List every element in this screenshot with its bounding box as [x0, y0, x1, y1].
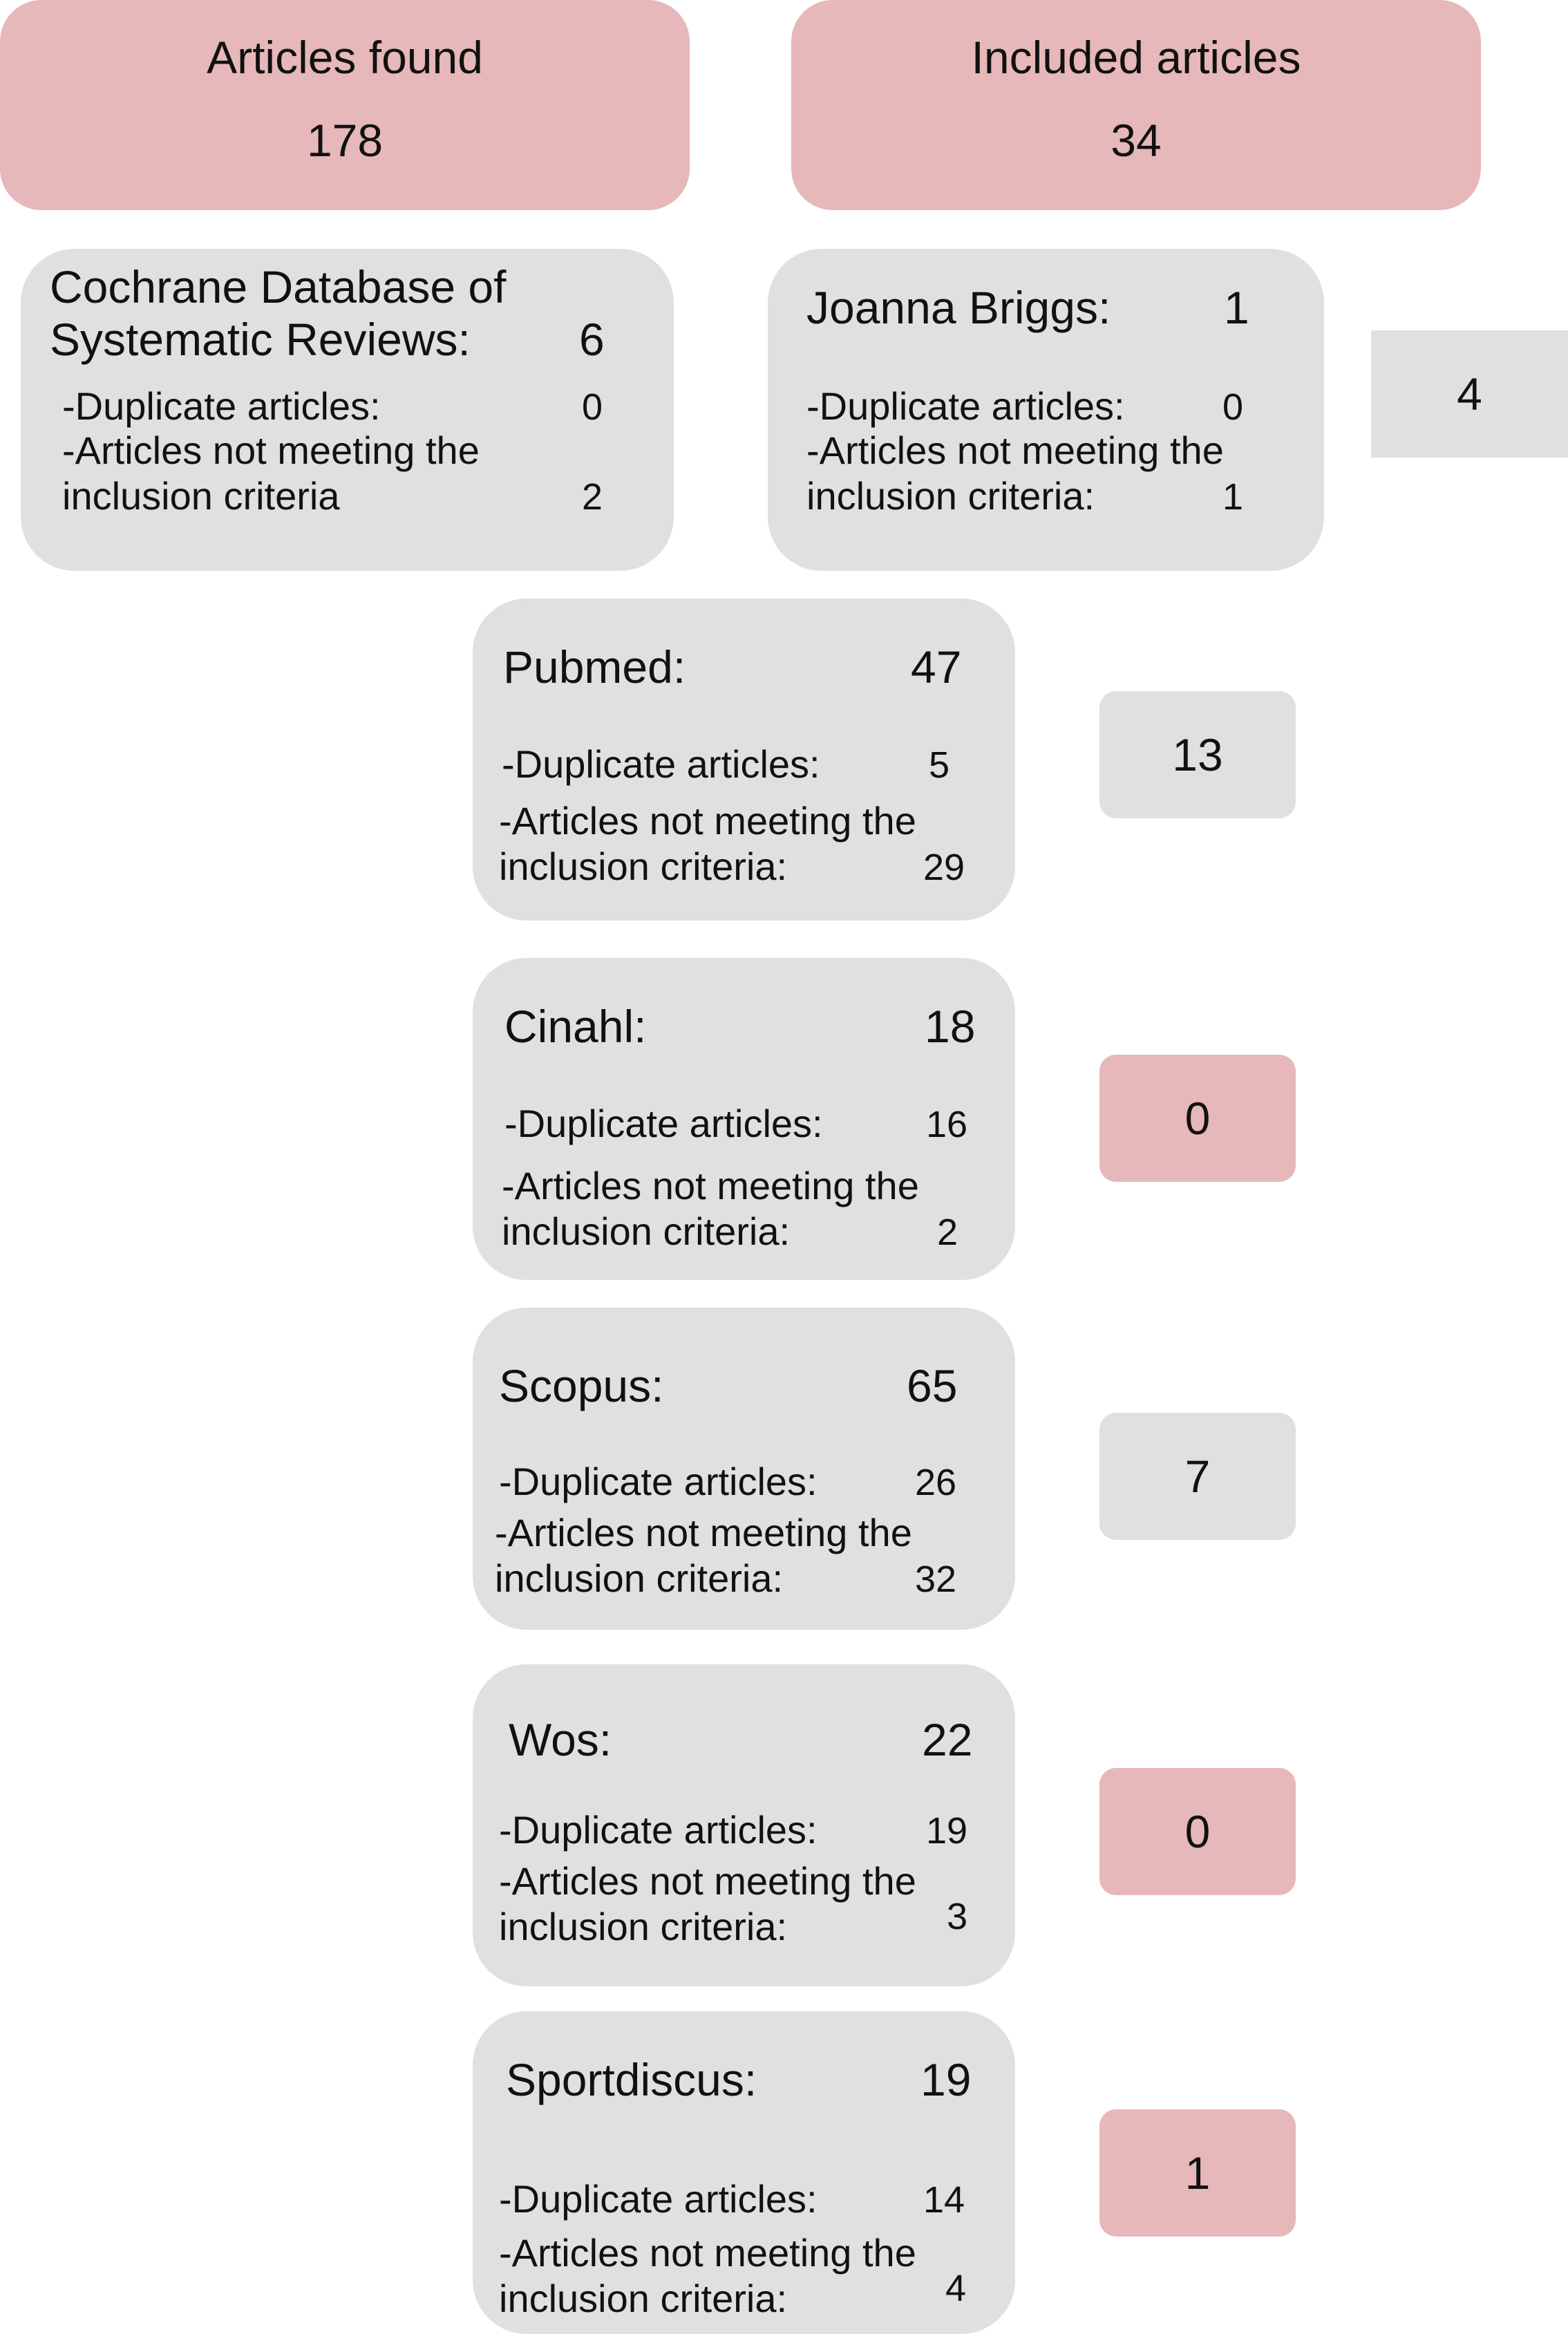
- duplicate-value: 14: [923, 2179, 965, 2221]
- duplicate-label: -Duplicate articles:: [806, 384, 1125, 428]
- exclusion-value: 3: [947, 1896, 968, 1937]
- source-total: 18: [925, 1001, 976, 1052]
- exclusion-label-line2: inclusion criteria:: [502, 1210, 791, 1253]
- source-name: Scopus:: [499, 1360, 664, 1411]
- source-box-pubmed: [473, 599, 1015, 921]
- exclusion-value: 2: [582, 476, 603, 518]
- included-result-value: 7: [1184, 1451, 1211, 1502]
- exclusion-value: 32: [915, 1559, 957, 1600]
- exclusion-label-line2: inclusion criteria:: [495, 1556, 784, 1600]
- duplicate-value: 26: [915, 1462, 957, 1503]
- duplicate-value: 0: [1222, 386, 1244, 428]
- exclusion-label-line1: -Articles not meeting the: [499, 1859, 916, 1903]
- exclusion-label-line1: -Articles not meeting the: [499, 799, 916, 843]
- duplicate-value: 16: [926, 1104, 968, 1145]
- included-articles-count: 34: [1111, 115, 1162, 166]
- included-result-value: 0: [1184, 1806, 1211, 1857]
- included-result-value: 1: [1184, 2147, 1211, 2199]
- included-result-value: 4: [1457, 368, 1482, 420]
- exclusion-value: 1: [1222, 476, 1244, 518]
- included-result-value: 0: [1184, 1093, 1211, 1144]
- source-total: 19: [920, 2054, 972, 2105]
- exclusion-label-line2: inclusion criteria:: [806, 474, 1095, 518]
- exclusion-label-line1: -Articles not meeting the: [495, 1511, 912, 1554]
- exclusion-label-line1: -Articles not meeting the: [62, 429, 480, 472]
- included-result-wos: [1099, 1768, 1296, 1895]
- exclusion-label-line2: inclusion criteria:: [499, 845, 788, 888]
- duplicate-label: -Duplicate articles:: [499, 2177, 818, 2221]
- duplicate-label: -Duplicate articles:: [502, 742, 820, 786]
- duplicate-value: 19: [926, 1810, 968, 1852]
- exclusion-label-line1: -Articles not meeting the: [806, 429, 1224, 472]
- source-box-cochrane: [21, 249, 674, 571]
- included-result-cochrane: [1371, 330, 1568, 458]
- duplicate-label: -Duplicate articles:: [499, 1808, 818, 1852]
- included-articles-box: [791, 0, 1481, 210]
- source-total: 65: [907, 1360, 958, 1411]
- source-name: Pubmed:: [503, 641, 686, 693]
- duplicate-label: -Duplicate articles:: [499, 1460, 818, 1503]
- exclusion-label-line2: inclusion criteria:: [499, 1905, 788, 1948]
- source-name-line2: Systematic Reviews:: [50, 314, 471, 365]
- source-name: Joanna Briggs:: [806, 282, 1111, 333]
- exclusion-value: 29: [923, 847, 965, 888]
- source-box-sportdiscus: [473, 2011, 1015, 2334]
- source-box-scopus: [473, 1308, 1015, 1630]
- included-articles-title: Included articles: [971, 32, 1301, 83]
- duplicate-label: -Duplicate articles:: [504, 1102, 823, 1145]
- exclusion-label-line1: -Articles not meeting the: [502, 1164, 919, 1207]
- source-name: Wos:: [509, 1714, 612, 1765]
- included-result-value: 13: [1172, 729, 1223, 780]
- source-box-joanna-briggs: [768, 249, 1324, 571]
- source-total: 22: [922, 1714, 973, 1765]
- source-box-wos: [473, 1664, 1015, 1986]
- articles-found-box: [0, 0, 690, 210]
- source-name: Sportdiscus:: [506, 2054, 757, 2105]
- included-result-pubmed: [1099, 691, 1296, 818]
- included-result-scopus: [1099, 1413, 1296, 1540]
- articles-found-count: 178: [306, 115, 384, 166]
- source-total: 6: [579, 314, 605, 365]
- source-box-cinahl: [473, 958, 1015, 1280]
- source-name-line1: Cochrane Database of: [50, 261, 507, 312]
- articles-found-title: Articles found: [207, 32, 483, 83]
- exclusion-label-line1: -Articles not meeting the: [499, 2231, 916, 2275]
- duplicate-value: 5: [929, 744, 950, 786]
- source-name: Cinahl:: [504, 1001, 647, 1052]
- duplicate-label: -Duplicate articles:: [62, 384, 381, 428]
- included-result-cinahl: [1099, 1055, 1296, 1182]
- exclusion-value: 2: [937, 1212, 958, 1253]
- exclusion-label-line2: inclusion criteria: [62, 474, 340, 518]
- included-result-sportdiscus: [1099, 2109, 1296, 2237]
- source-total: 47: [911, 641, 962, 693]
- source-total: 1: [1224, 282, 1249, 333]
- duplicate-value: 0: [582, 386, 603, 428]
- exclusion-label-line2: inclusion criteria:: [499, 2277, 788, 2320]
- exclusion-value: 4: [945, 2268, 967, 2309]
